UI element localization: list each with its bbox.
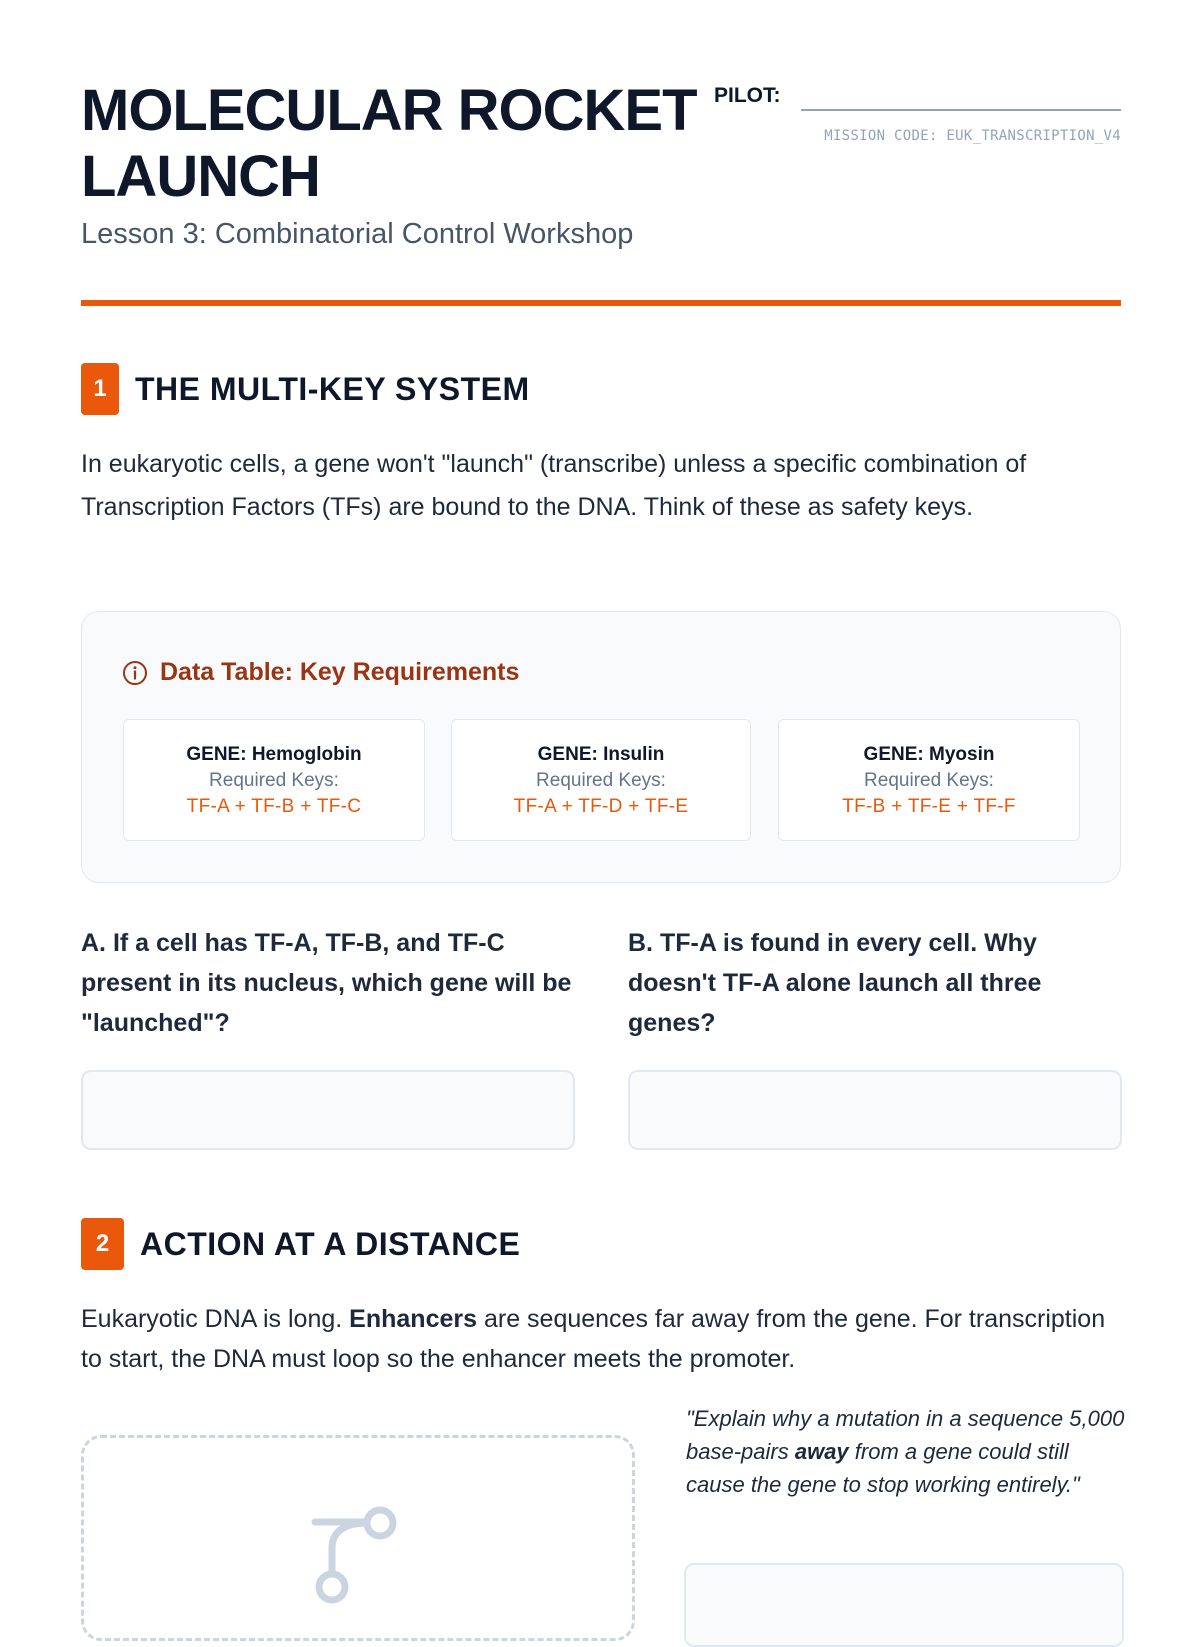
header-divider	[81, 300, 1121, 306]
gene-required-label: Required Keys:	[209, 770, 339, 791]
data-table-panel	[81, 611, 1121, 883]
data-table-title-text: Data Table: Key Requirements	[160, 658, 520, 686]
intro-text: are sequences far away from the gene. For transcription to start, the DNA must loop so the enhancer meets the promoter.	[81, 1305, 1106, 1373]
enhancers-term: Enhancers	[349, 1305, 478, 1333]
gene-card-insulin	[451, 719, 751, 841]
gene-name: GENE: Myosin	[863, 744, 995, 765]
quote-text: from a gene could still cause the gene to stop working entirely."	[686, 1439, 1080, 1497]
question-b: B. TF-A is found in every cell. Why doesn't TF-A alone launch all three genes?	[628, 929, 1042, 1037]
info-icon	[122, 660, 148, 686]
gene-name: GENE: Insulin	[537, 744, 665, 765]
section-title: THE MULTI-KEY SYSTEM	[135, 370, 530, 407]
gene-keys: TF-A + TF-D + TF-E	[513, 796, 689, 817]
question-a: A. If a cell has TF-A, TF-B, and TF-C present in its nucleus, which gene will be "launched"?	[81, 929, 572, 1037]
diagram-drop-zone[interactable]	[81, 1435, 635, 1641]
page-subtitle: Lesson 3: Combinatorial Control Workshop	[81, 218, 634, 250]
away-emphasis: away	[794, 1439, 849, 1464]
mission-code: MISSION CODE: EUK_TRANSCRIPTION_V4	[824, 128, 1121, 144]
distance-question	[686, 1402, 1126, 1501]
gene-card-myosin	[778, 719, 1080, 841]
section-number-badge: 2	[81, 1218, 124, 1270]
answer-a-field[interactable]	[81, 1070, 575, 1150]
section-title: ACTION AT A DISTANCE	[140, 1225, 521, 1262]
data-table-title	[122, 658, 519, 687]
section-2-heading	[81, 1218, 520, 1270]
gene-keys: TF-B + TF-E + TF-F	[842, 796, 1016, 817]
page-title: MOLECULAR ROCKET LAUNCH	[81, 78, 697, 209]
distance-answer-field[interactable]	[684, 1563, 1124, 1647]
gene-name: GENE: Hemoglobin	[186, 744, 362, 765]
section-1-heading	[81, 363, 530, 415]
gene-required-label: Required Keys:	[536, 770, 666, 791]
intro-text: Eukaryotic DNA is long.	[81, 1305, 350, 1333]
dna-loop-icon	[309, 1500, 405, 1610]
pilot-name-field[interactable]	[801, 109, 1121, 111]
section-1-intro: In eukaryotic cells, a gene won't "launch" (transcribe) unless a specific combination of Transcription Factors (TFs) are bound to the DNA. Think of these as safety keys.	[81, 450, 1027, 521]
gene-card-hemoglobin	[123, 719, 425, 841]
section-2-intro	[81, 1299, 1121, 1379]
section-number-badge: 1	[81, 363, 119, 415]
answer-b-field[interactable]	[628, 1070, 1122, 1150]
pilot-label: PILOT:	[714, 84, 781, 107]
gene-keys: TF-A + TF-B + TF-C	[186, 796, 362, 817]
quote-text: "Explain why a mutation in a sequence 5,000 base-pairs	[686, 1406, 1125, 1464]
gene-required-label: Required Keys:	[864, 770, 994, 791]
